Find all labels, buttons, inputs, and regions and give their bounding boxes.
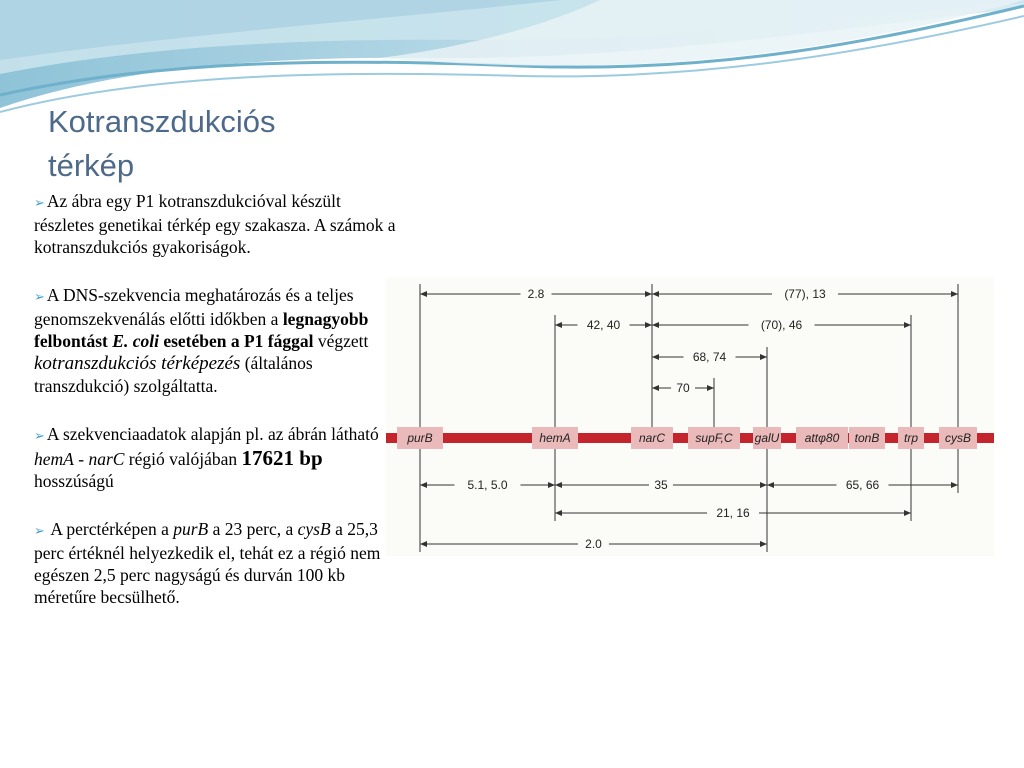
- arrowhead-icon: [652, 354, 659, 360]
- gene-marker: [631, 427, 673, 449]
- slide-title-line-2: térkép: [48, 148, 135, 183]
- gene-label: galU: [754, 431, 780, 445]
- arrowhead-icon: [904, 510, 911, 516]
- arrow-bullet-icon: ➢: [34, 428, 45, 443]
- bullet-text: (általános transzdukció) szolgáltatta.: [34, 353, 313, 396]
- gene-label: purB: [407, 431, 433, 445]
- arrowhead-icon: [951, 482, 958, 488]
- gene-marker: [939, 427, 977, 449]
- gene-marker: [532, 427, 578, 449]
- bullet-text: cysB: [297, 519, 331, 539]
- arrowhead-icon: [652, 291, 659, 297]
- gene-label: hemA: [539, 431, 571, 445]
- bullet-text: a 25,3 perc értéknél helyezkedik el, tehát ez a régió nem egészen 2,5 perc nagyságú és durván 100 kb méretűre becsülhető.: [34, 519, 381, 607]
- arrowhead-icon: [760, 541, 767, 547]
- arrow-bullet-icon: ➢: [34, 195, 45, 210]
- interval-label: 42, 40: [586, 318, 621, 332]
- interval-label: 70: [676, 381, 690, 395]
- slide-title: [48, 100, 275, 188]
- bullet-item: [34, 423, 396, 492]
- arrowhead-icon: [555, 510, 562, 516]
- arrowhead-icon: [645, 291, 652, 297]
- gene-label: supF,C: [695, 431, 733, 445]
- arrowhead-icon: [420, 482, 427, 488]
- interval-label: (77), 13: [784, 287, 826, 301]
- bullet-text: Az ábra egy P1 kotranszdukcióval készült részletes genetikai térkép egy szakasza. A számok a kotranszdukciós gyakoriságok.: [34, 191, 396, 257]
- gene-label: attφ80: [804, 431, 840, 445]
- gene-label: tonB: [854, 431, 880, 445]
- bullet-item: [34, 190, 396, 258]
- bullet-text: A perctérképen a: [46, 519, 174, 539]
- bullet-text: hosszúságú: [34, 471, 114, 491]
- interval-label: 68, 74: [692, 350, 727, 364]
- cotransduction-map-diagram: [386, 278, 994, 556]
- arrowhead-icon: [707, 385, 714, 391]
- bullet-text: purB: [173, 519, 209, 539]
- bullet-text: legnagyobb felbontást: [34, 309, 369, 351]
- arrowhead-icon: [645, 322, 652, 328]
- interval-label: 2.8: [527, 287, 545, 301]
- bullet-list: [34, 190, 396, 634]
- bullet-text: végzett: [313, 331, 369, 351]
- arrowhead-icon: [420, 291, 427, 297]
- interval-label: (70), 46: [760, 318, 803, 332]
- bullet-text: a 23 perc, a: [208, 519, 298, 539]
- gene-marker: [898, 427, 924, 449]
- arrowhead-icon: [904, 322, 911, 328]
- gene-marker: [753, 427, 781, 449]
- interval-label: 35: [654, 478, 668, 492]
- bullet-text: E. coli: [112, 331, 159, 351]
- gene-label: cysB: [944, 431, 972, 445]
- gene-label: trp: [903, 431, 919, 445]
- arrowhead-icon: [555, 482, 562, 488]
- bullet-text: A szekvenciaadatok alapján pl. az ábrán látható: [46, 424, 379, 444]
- bullet-item: [34, 518, 396, 608]
- arrowhead-icon: [652, 385, 659, 391]
- bullet-text: A DNS-szekvencia meghatározás és a teljes genomszekvenálás előtti időkben a: [34, 285, 354, 329]
- arrowhead-icon: [555, 322, 562, 328]
- interval-label: 5.1, 5.0: [467, 478, 508, 492]
- interval-label: 2.0: [585, 537, 602, 551]
- bullet-text: régió valójában: [124, 449, 242, 469]
- bullet-text: -: [73, 449, 89, 469]
- arrowhead-icon: [760, 354, 767, 360]
- gene-marker: [849, 427, 885, 449]
- interval-label: 65, 66: [845, 478, 880, 492]
- gene-label: narC: [638, 431, 666, 445]
- interval-label: 21, 16: [716, 506, 750, 520]
- bullet-text: narC: [88, 449, 125, 469]
- bullet-text: kotranszdukciós térképezés: [34, 353, 241, 374]
- arrowhead-icon: [548, 482, 555, 488]
- arrowhead-icon: [767, 482, 774, 488]
- arrowhead-icon: [420, 541, 427, 547]
- arrowhead-icon: [760, 482, 767, 488]
- gene-marker: [796, 427, 848, 449]
- gene-marker: [688, 427, 740, 449]
- gene-marker: [397, 427, 443, 449]
- bullet-text: esetében a P1 fággal: [158, 331, 314, 351]
- arrowhead-icon: [951, 291, 958, 297]
- slide-title-line-1: Kotranszdukciós: [48, 104, 276, 139]
- bullet-text: hemA: [34, 449, 74, 469]
- arrow-bullet-icon: ➢: [34, 523, 45, 538]
- arrowhead-icon: [652, 322, 659, 328]
- arrow-bullet-icon: ➢: [34, 289, 45, 304]
- bullet-item: [34, 284, 396, 397]
- bullet-text: 17621 bp: [241, 446, 323, 470]
